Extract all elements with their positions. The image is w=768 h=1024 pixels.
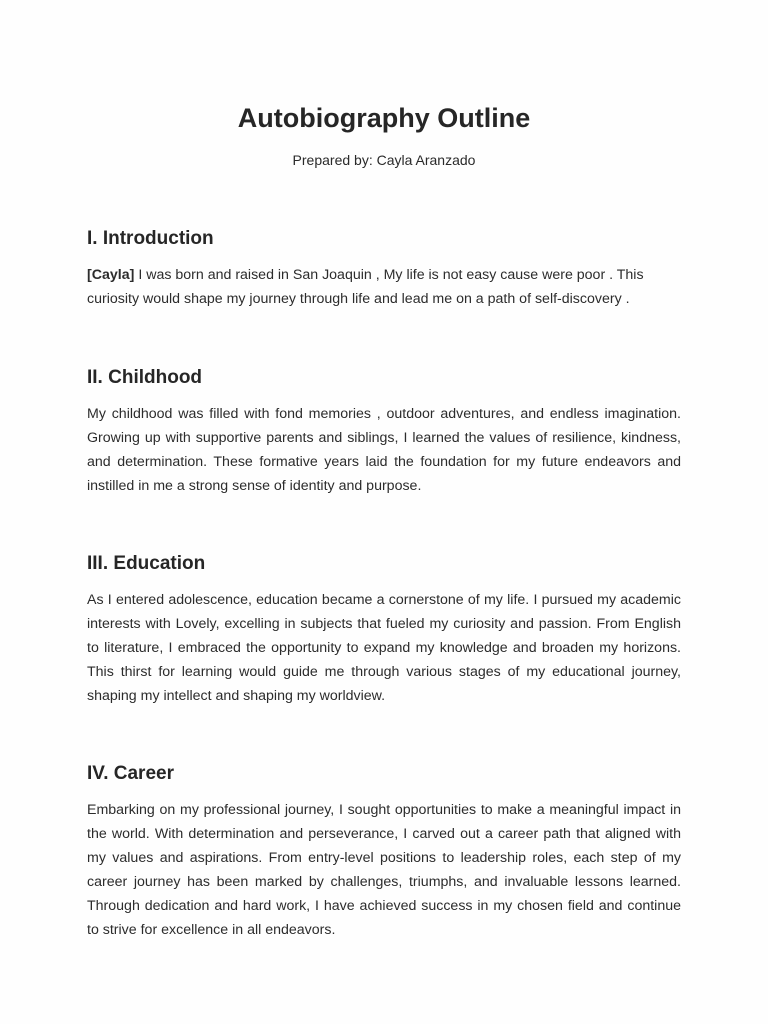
- section-childhood: [87, 365, 681, 498]
- intro-lead-name: [Cayla]: [87, 267, 135, 283]
- section-heading-education: III. Education: [87, 553, 206, 574]
- section-heading-childhood: II. Childhood: [87, 367, 203, 388]
- section-heading-introduction: I. Introduction: [87, 228, 214, 249]
- document-title: Autobiography Outline: [237, 103, 531, 133]
- section-body-education: As I entered adolescence, education became a cornerstone of my life. I pursued my academic interests with Lovely, excelling in subjects that fueled my curiosity and passion. From English to literature, I embraced the opportunity to expand my knowledge and broaden my horizons. This thirst for learning would guide me through various stages of my educational journey, shaping my intellect and shaping my worldview.: [87, 592, 681, 704]
- section-introduction: [87, 226, 681, 311]
- section-education: [87, 551, 681, 708]
- intro-body-text: I was born and raised in San Joaquin , My life is not easy cause were poor . This curiosity would shape my journey through life and lead me on a path of self-discovery .: [87, 267, 644, 307]
- section-body-introduction: [87, 263, 681, 311]
- section-body-career: Embarking on my professional journey, I sought opportunities to make a meaningful impact in the world. With determination and perseverance, I carved out a career path that aligned with my values and aspirations. From entry-level positions to leadership roles, each step of my career journey has been marked by challenges, triumphs, and invaluable lessons learned. Through dedication and hard work, I have achieved success in my chosen field and continue to strive for excellence in all endeavors.: [87, 802, 681, 938]
- prepared-by-line: Prepared by: Cayla Aranzado: [292, 152, 476, 168]
- section-career: [87, 761, 681, 942]
- section-heading-career: IV. Career: [87, 763, 174, 784]
- section-body-childhood: My childhood was filled with fond memories , outdoor adventures, and endless imagination. Growing up with supportive parents and siblings, I learned the values of resilience, kindness, and determination. These formative years laid the foundation for my future endeavors and instilled in me a strong sense of identity and purpose.: [87, 406, 681, 494]
